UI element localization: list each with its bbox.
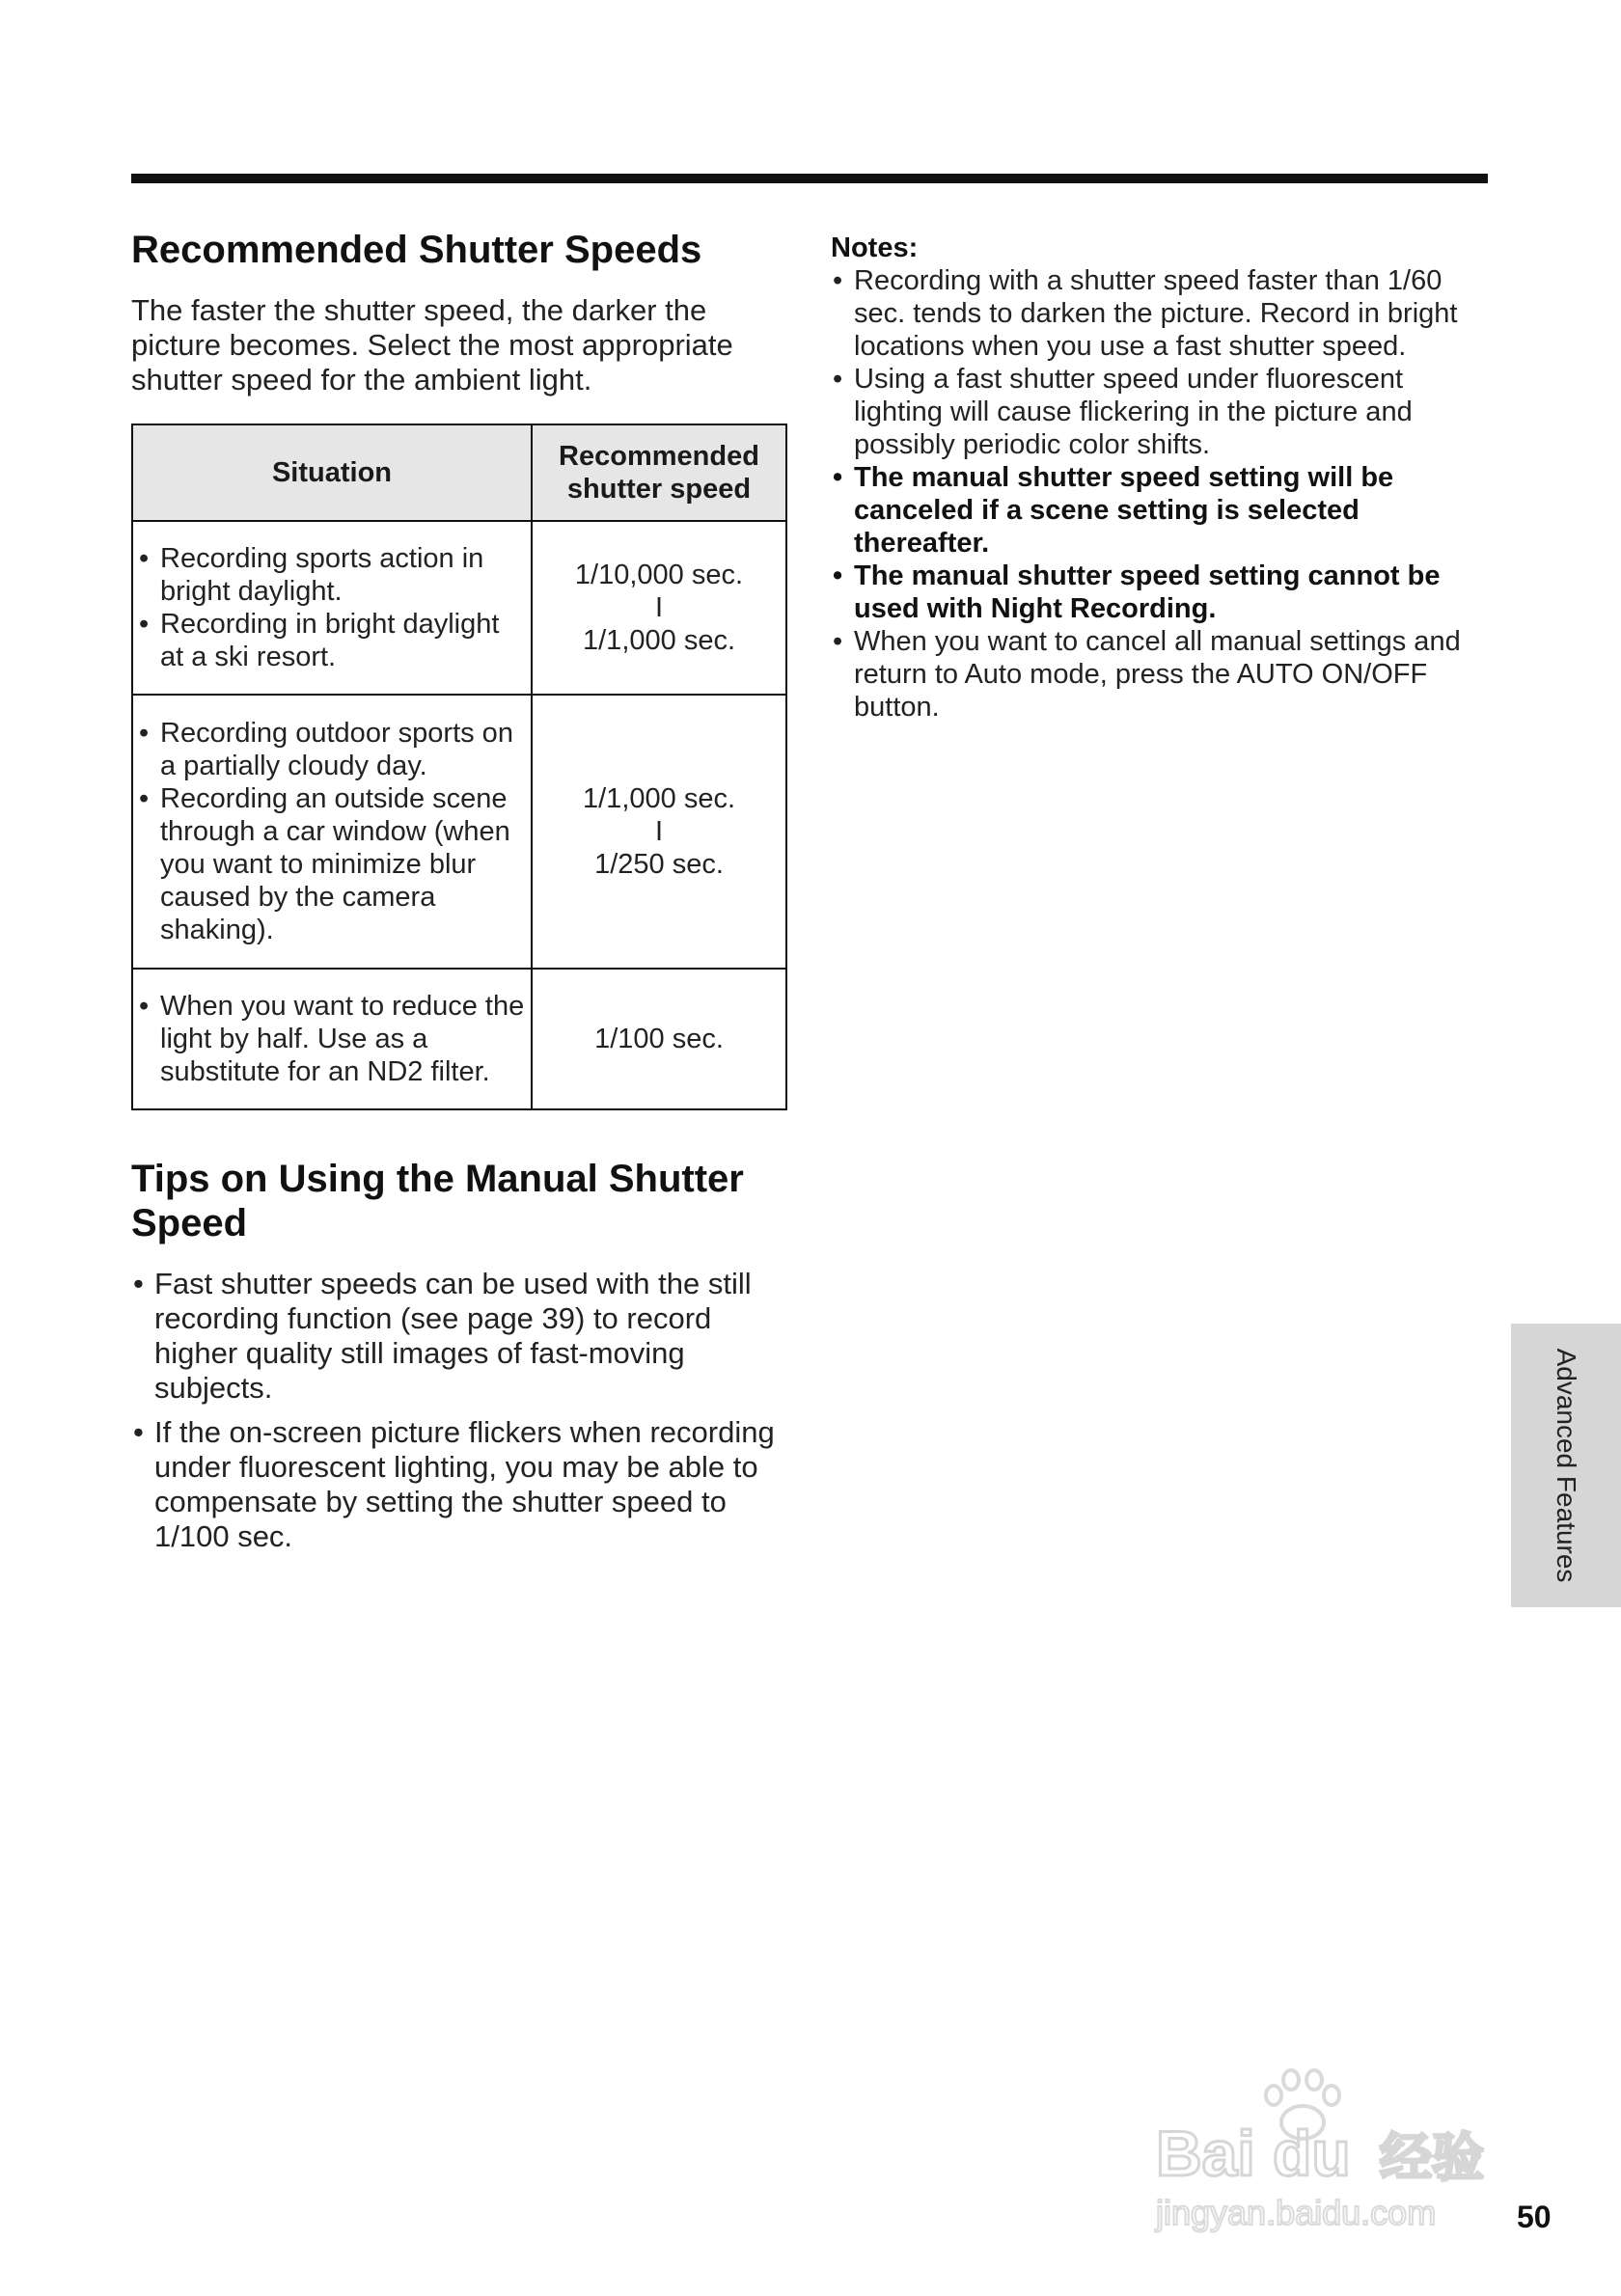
left-column xyxy=(131,228,787,1564)
table-header-row xyxy=(132,424,786,521)
speed-range-separator: I xyxy=(654,592,664,623)
chapter-side-tab xyxy=(1511,1324,1621,1607)
situation-cell xyxy=(132,969,532,1109)
list-item: • Recording with a shutter speed faster than 1/60 sec. tends to darken the picture. Record in bright locations when you use a fast shutter speed. xyxy=(831,264,1497,363)
list-item: • Using a fast shutter speed under fluorescent lighting will cause flickering in the picture and possibly periodic color shifts. xyxy=(831,363,1497,461)
list-item: • The manual shutter speed setting will be canceled if a scene setting is selected thereafter. xyxy=(831,461,1497,560)
situation-item: • Recording sports action in bright daylight. xyxy=(137,542,527,608)
speed-value: 1/1,000 sec. xyxy=(583,783,735,814)
shutter-speed-table xyxy=(131,424,787,1110)
section-title-recommended-shutter-speeds: Recommended Shutter Speeds xyxy=(131,229,702,271)
speed-value: 1/10,000 sec. xyxy=(574,560,744,590)
section-title-tips: Tips on Using the Manual Shutter Speed xyxy=(131,1158,744,1244)
list-item: • When you want to cancel all manual settings and return to Auto mode, press the AUTO ON/OFF button. xyxy=(831,625,1497,724)
table-row xyxy=(132,695,786,969)
notes-list xyxy=(831,264,1497,724)
page-number: 50 xyxy=(1517,2200,1552,2234)
watermark-brand: Bai du xyxy=(1156,2118,1351,2189)
speed-value: 1/1,000 sec. xyxy=(583,625,735,656)
speed-value: 1/100 sec. xyxy=(594,1024,724,1054)
chapter-label: Advanced Features xyxy=(1552,1348,1581,1583)
header-situation: Situation xyxy=(132,424,532,521)
situation-cell xyxy=(132,521,532,695)
header-recommended-speed: Recommended shutter speed xyxy=(532,424,786,521)
watermark-cn: 经验 xyxy=(1380,2127,1484,2188)
table-row xyxy=(132,969,786,1109)
speed-cell xyxy=(532,969,786,1109)
baidu-watermark-logo xyxy=(1148,2055,1534,2238)
tips-list xyxy=(131,1267,787,1554)
notes-column xyxy=(831,232,1497,724)
situation-item: • Recording outdoor sports on a partially cloudy day. xyxy=(137,717,527,782)
list-item: • If the on-screen picture flickers when recording under fluorescent lighting, you may be able to compensate by setting the shutter speed to 1/100 sec. xyxy=(131,1415,787,1554)
notes-title: Notes: xyxy=(831,232,919,263)
list-item: • Fast shutter speeds can be used with the still recording function (see page 39) to record higher quality still images of fast-moving subjects. xyxy=(131,1267,787,1406)
situation-item: • Recording in bright daylight at a ski resort. xyxy=(137,608,527,673)
top-rule xyxy=(131,174,1488,183)
speed-cell xyxy=(532,521,786,695)
speed-cell xyxy=(532,695,786,969)
table-row xyxy=(132,521,786,695)
speed-value: 1/250 sec. xyxy=(594,849,724,880)
speed-range-separator: I xyxy=(654,816,664,847)
situation-cell xyxy=(132,695,532,969)
intro-paragraph: The faster the shutter speed, the darker the picture becomes. Select the most appropriate shutter speed for the ambient light. xyxy=(131,293,733,396)
list-item: • The manual shutter speed setting cannot be used with Night Recording. xyxy=(831,560,1497,625)
situation-item: • Recording an outside scene through a car window (when you want to minimize blur caused by the camera shaking). xyxy=(137,782,527,946)
watermark-url: jingyan.baidu.com xyxy=(1156,2193,1437,2232)
situation-item: • When you want to reduce the light by half. Use as a substitute for an ND2 filter. xyxy=(137,990,527,1088)
